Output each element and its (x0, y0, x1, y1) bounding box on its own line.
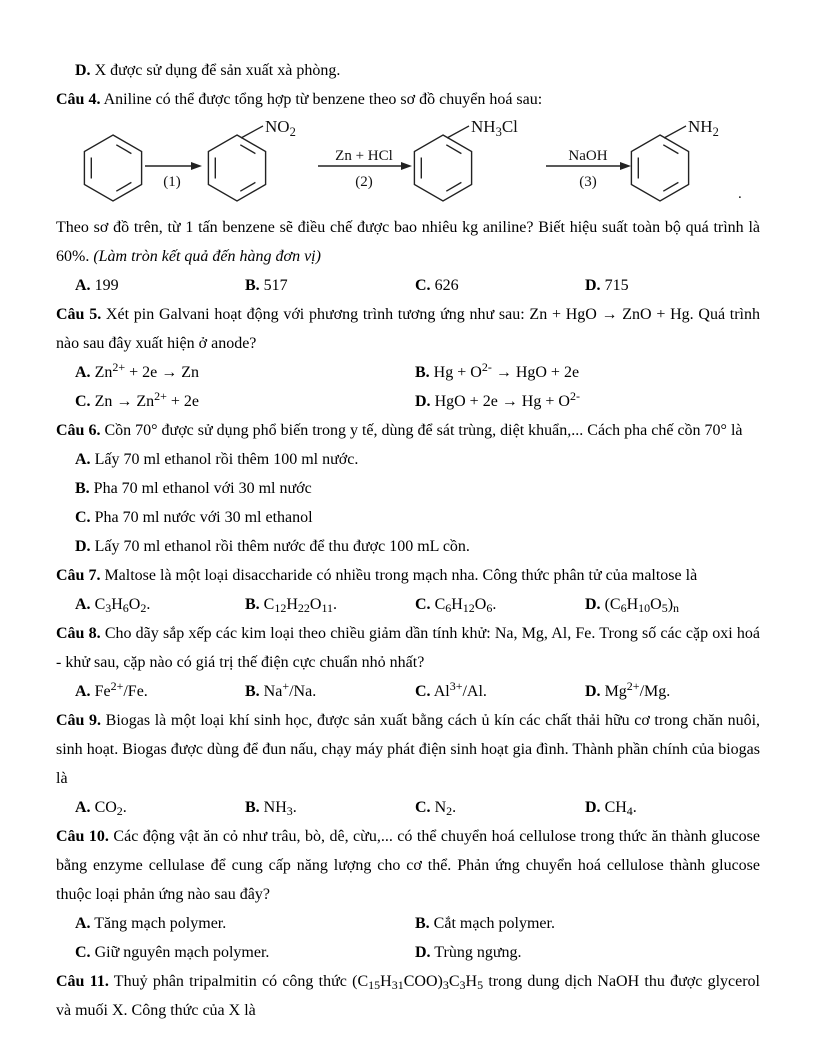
option-b: B. $Hg + O^{2-}$ → HgO + 2e (415, 360, 580, 381)
option-c: C. $Zn \to Zn^{2+} + 2e$ (75, 389, 200, 410)
question-7-options (56, 590, 760, 619)
option-letter: D. (75, 62, 91, 79)
question-6-label: Câu 6. (56, 422, 101, 439)
reaction-scheme-diagram (56, 116, 760, 212)
option-d: D. HgO + $2e \to Hg + O^{2-}$ (415, 389, 580, 410)
option-b: B. $NH_3$. (245, 799, 297, 818)
benzene-ring-4 (631, 135, 688, 201)
question-5-text: Câu 5. Xét pin Galvani hoạt động với phương trình tương ứng như sau: Zn + HgO → ZnO + Hg. Quá trình nào sau đây xuất hiện ở anode? (56, 306, 760, 352)
question-9-text: Câu 9. Biogas là một loại khí sinh học, được sản xuất bằng cách ủ kín các chất thải hữu cơ trong chăn nuôi, sinh hoạt. Biogas được dùng để đun nấu, chạy máy phát điện sinh hoạt gia đình. Thành phần chính của biogas là (56, 712, 761, 787)
option-c: C. Giữ nguyên mạch polymer. (75, 944, 270, 961)
question-7-label: Câu 7. (56, 567, 101, 584)
option-b: B. Pha 70 ml ethanol với 30 ml nước (75, 480, 312, 497)
substituent-bond-no2 (241, 126, 263, 138)
option-d: D. $(C_6H_{10}O_5)_n$ (585, 596, 680, 615)
option-b: B. $C_{12}H_{22}O_{11}$. (245, 596, 338, 615)
question-4-text (56, 213, 760, 271)
step-3-reagent: NaOH (568, 148, 608, 164)
prev-question-option-d (56, 56, 760, 85)
reaction-arrow-2 (318, 148, 412, 190)
option-a: A. $Zn^{2+} + 2e \to Zn$ (75, 360, 200, 381)
no2-label: $NO_2$ (265, 117, 296, 139)
option-a: A. $CO_2$. (75, 799, 127, 818)
reaction-arrow-1 (145, 162, 202, 190)
option-d: D. Lấy 70 ml ethanol rồi thêm nước để thu được 100 mL cồn. (75, 538, 470, 555)
question-4-options (56, 271, 760, 300)
question-4-label: Câu 4. (56, 91, 101, 108)
question-11-text: Câu 11. Thuỷ phân tripalmitin có công thức $(C_{15}H_{31}COO)_3C_3H_5$ trong dung dịch NaOH thu được glycerol và muối X. Công thức của X là (56, 973, 761, 1019)
question-4-intro-text: Aniline có thể được tổng hợp từ benzene theo sơ đồ chuyển hoá sau: (103, 91, 543, 108)
option-text: X được sử dụng để sản xuất xà phòng. (94, 62, 341, 79)
question-8-label: Câu 8. (56, 625, 101, 642)
question-7-text: Câu 7. Maltose là một loại disaccharide có nhiều trong mạch nha. Công thức phân tử của maltose là (56, 567, 698, 584)
option-c: C. $C_6H_{12}O_6$. (415, 596, 497, 615)
stray-period: . (738, 186, 742, 202)
question-9-label: Câu 9. (56, 712, 102, 729)
option-a: A. $C_3H_6O_2$. (75, 596, 151, 615)
step-2-label: (2) (355, 174, 373, 190)
substituent-bond-nh2 (664, 126, 686, 138)
step-1-label: (1) (163, 174, 181, 190)
question-8-options (56, 677, 760, 706)
question-9-options (56, 793, 760, 822)
step-2-reagent: Zn + HCl (335, 148, 393, 164)
option-a: A. 199 (75, 277, 119, 294)
option-d: D. $CH_4$. (585, 799, 637, 818)
question-4-question: Theo sơ đồ trên, từ 1 tấn benzene sẽ điều chế được bao nhiêu kg aniline? Biết hiệu suất toàn bộ quá trình là 60%. (56, 219, 760, 265)
question-10-label: Câu 10. (56, 828, 109, 845)
option-c: C. Pha 70 ml nước với 30 ml ethanol (75, 509, 313, 526)
option-b: B. 517 (245, 277, 288, 294)
nh2-label: $NH_2$ (688, 117, 719, 139)
question-8-text: Câu 8. Cho dãy sắp xếp các kim loại theo chiều giảm dần tính khử: Na, Mg, Al, Fe. Trong số các cặp oxi hoá - khử sau, cặp nào có giá trị thế điện cực chuẩn nhỏ nhất? (56, 625, 761, 671)
question-11-label: Câu 11. (56, 973, 109, 990)
option-c: C. $N_2$. (415, 799, 457, 818)
option-d: D. $Mg^{2+}/Mg$. (585, 679, 671, 700)
question-10-options-row-2 (56, 938, 760, 967)
question-4-intro (56, 85, 760, 114)
option-d: D. Trùng ngưng. (415, 944, 522, 961)
question-6-text: Câu 6. Cồn 70° được sử dụng phổ biến trong y tế, dùng để sát trùng, diệt khuẩn,... Cách pha chế cồn 70° là (56, 422, 743, 439)
option-a: A. $Fe^{2+}/Fe$. (75, 679, 148, 700)
option-b: B. Cắt mạch polymer. (415, 915, 555, 932)
question-5-label: Câu 5. (56, 306, 102, 323)
option-a: A. Tăng mạch polymer. (75, 915, 227, 932)
substituent-bond-nh3cl (447, 126, 469, 138)
benzene-ring-2 (208, 135, 265, 201)
option-c: C. 626 (415, 277, 459, 294)
nh3cl-label: $NH_3Cl$ (471, 117, 518, 139)
option-b: B. Na+/Na. (245, 679, 317, 700)
option-c: C. $Al^{3+}/Al$. (415, 679, 487, 700)
option-a: A. Lấy 70 ml ethanol rồi thêm 100 ml nước. (75, 451, 359, 468)
benzene-ring-1 (84, 135, 141, 201)
option-d: D. 715 (585, 277, 629, 294)
question-4-note: (Làm tròn kết quả đến hàng đơn vị) (93, 248, 321, 265)
benzene-ring-3 (414, 135, 471, 201)
question-5-options-row-1 (56, 358, 760, 387)
question-10-options-row-1 (56, 909, 760, 938)
question-6-options (56, 445, 760, 561)
reaction-arrow-3 (546, 148, 631, 190)
step-3-label: (3) (579, 174, 597, 190)
question-5-options-row-2 (56, 387, 760, 416)
question-10-text: Câu 10. Các động vật ăn cỏ như trâu, bò, dê, cừu,... có thể chuyển hoá cellulose trong thức ăn thành glucose bằng enzyme cellulase để cung cấp năng lượng cho cơ thể. Phản ứng chuyển hoá cellulose thành glucose thuộc loại phản ứng nào sau đây? (56, 828, 760, 903)
